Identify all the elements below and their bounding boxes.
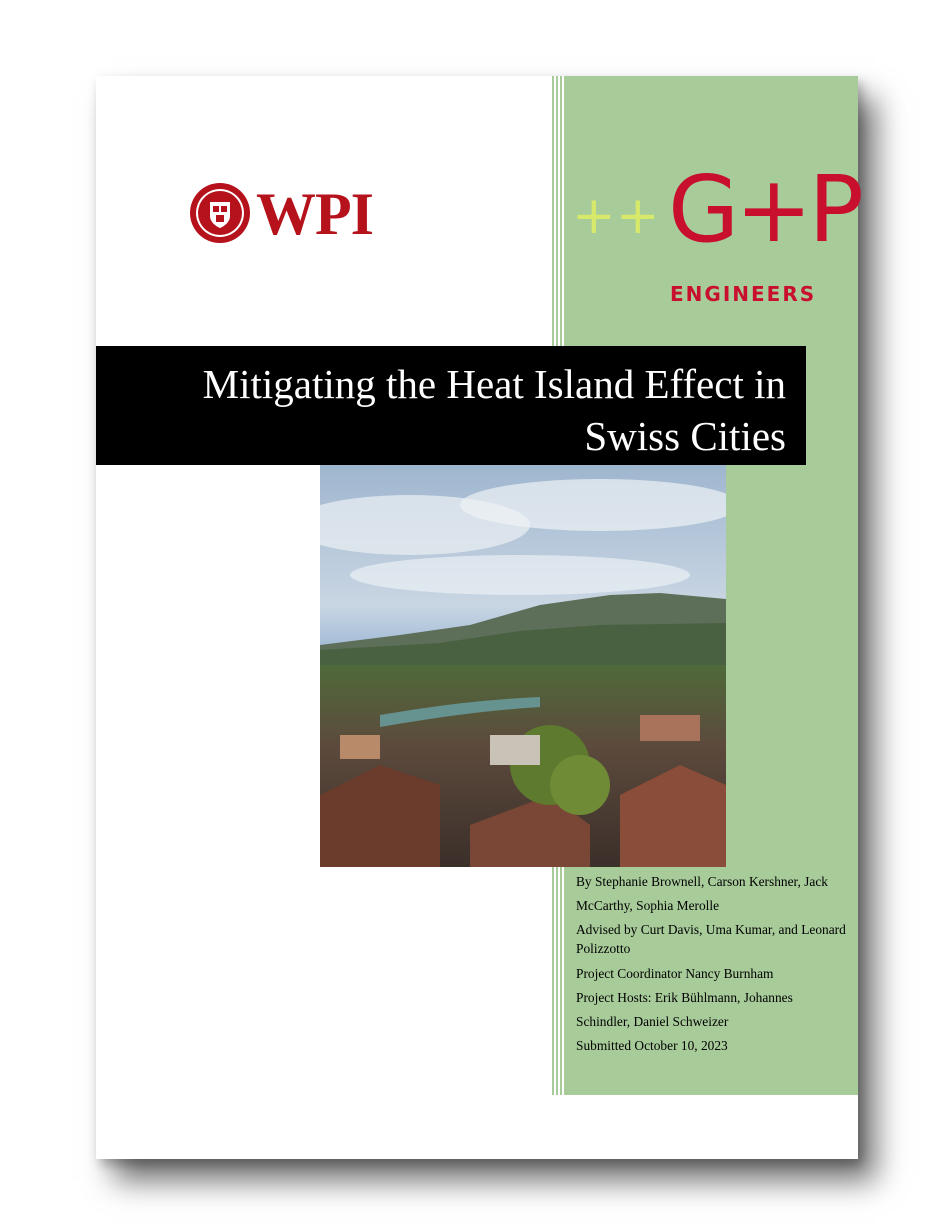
project-hosts-line-1: Project Hosts: Erik Bühlmann, Johannes [576,990,793,1005]
gp-plus-mark-2: + [616,186,660,246]
report-title [106,358,786,462]
report-title-line-2: Swiss Cities [584,413,786,459]
advisors: Advised by Curt Davis, Uma Kumar, and Leonard Polizzotto [576,922,846,956]
submission-date: Submitted October 10, 2023 [576,1038,728,1053]
authors-line-2: McCarthy, Sophia Merolle [576,898,720,913]
report-cover-page [96,76,858,1159]
gp-plus-mark-1: + [572,186,616,246]
cover-photo-image [320,465,726,867]
project-hosts-line-2: Schindler, Daniel Schweizer [576,1014,729,1029]
gp-engineers-logo [570,156,860,312]
report-title-line-1: Mitigating the Heat Island Effect in [202,361,786,407]
gp-subtitle: ENGINEERS [670,282,817,306]
wpi-wordmark: WPI [256,181,373,247]
wpi-logo [189,180,399,246]
project-coordinator: Project Coordinator Nancy Burnham [576,966,774,981]
authors-line-1: By Stephanie Brownell, Carson Kershner, Jack [576,874,828,889]
gp-wordmark: G+P [668,156,860,263]
wpi-seal-icon [189,182,251,244]
title-banner [96,346,806,465]
credits-block [576,872,852,1060]
cover-photo-city-view [320,465,726,867]
